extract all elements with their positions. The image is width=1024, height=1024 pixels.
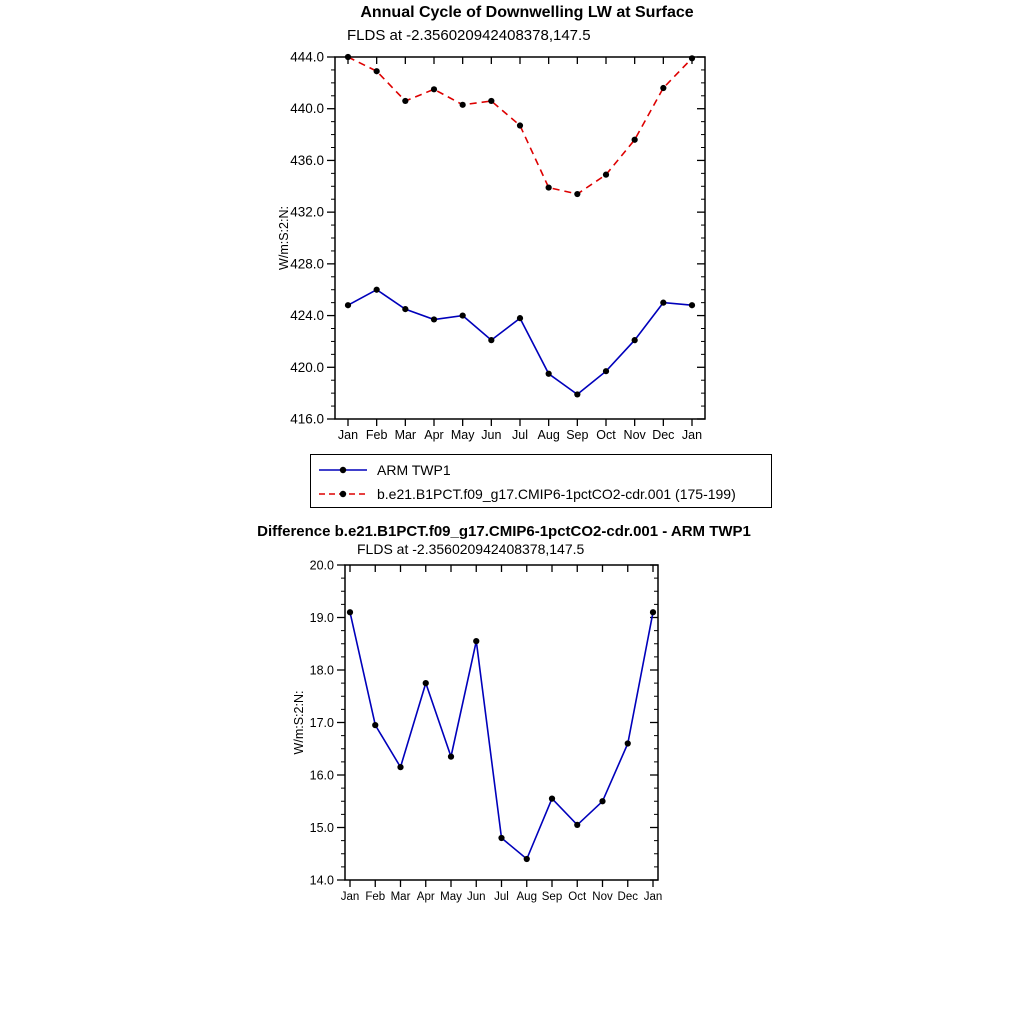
series-line bbox=[350, 612, 653, 859]
x-tick-label: Jul bbox=[494, 891, 509, 903]
data-point bbox=[603, 172, 609, 178]
data-point bbox=[660, 85, 666, 91]
y-tick-label: 424.0 bbox=[290, 308, 324, 324]
x-tick-label: Oct bbox=[596, 428, 616, 442]
x-tick-label: Apr bbox=[424, 428, 444, 442]
y-tick-label: 20.0 bbox=[309, 558, 334, 573]
data-point bbox=[431, 316, 437, 322]
y-tick-label: 440.0 bbox=[290, 101, 324, 117]
y-tick-label: 420.0 bbox=[290, 359, 324, 375]
x-tick-label: Nov bbox=[592, 891, 613, 903]
data-point bbox=[599, 798, 605, 804]
data-point bbox=[517, 315, 523, 321]
x-tick-label: Oct bbox=[568, 891, 587, 903]
x-tick-label: Mar bbox=[394, 428, 417, 442]
data-point bbox=[546, 371, 552, 377]
y-tick-label: 432.0 bbox=[290, 204, 324, 220]
data-point bbox=[689, 302, 695, 308]
y-axis-title: W/m:S:2:N: bbox=[277, 206, 291, 270]
x-tick-label: Jan bbox=[337, 428, 359, 442]
x-tick-label: Jan bbox=[681, 428, 703, 442]
x-tick-label: Dec bbox=[617, 891, 638, 903]
data-point bbox=[345, 302, 351, 308]
series-line bbox=[348, 290, 692, 395]
x-tick-label: Apr bbox=[416, 891, 435, 903]
x-tick-label: Nov bbox=[623, 428, 646, 442]
y-tick-label: 17.0 bbox=[309, 716, 334, 730]
y-tick-label: 14.0 bbox=[309, 873, 334, 888]
data-point bbox=[488, 98, 494, 104]
x-tick-label: Aug bbox=[537, 428, 560, 442]
data-point bbox=[372, 722, 378, 728]
x-tick-label: Jan bbox=[643, 891, 663, 903]
data-point bbox=[574, 191, 580, 197]
data-point bbox=[689, 55, 695, 61]
data-point bbox=[423, 680, 429, 686]
x-tick-label: Jan bbox=[340, 891, 360, 903]
dashed-line-marker-icon bbox=[317, 487, 369, 501]
data-point bbox=[498, 835, 504, 841]
top-chart-title: Annual Cycle of Downwelling LW at Surface bbox=[360, 4, 694, 21]
data-point bbox=[603, 368, 609, 374]
legend-dot bbox=[340, 467, 346, 473]
y-axis-title: W/m:S:2:N: bbox=[292, 690, 306, 755]
legend-item-model bbox=[317, 482, 771, 506]
data-point bbox=[650, 609, 656, 615]
x-tick-label: Aug bbox=[516, 891, 537, 903]
y-tick-label: 444.0 bbox=[290, 49, 324, 65]
data-point bbox=[448, 754, 454, 760]
legend-label-model: b.e21.B1PCT.f09_g17.CMIP6-1pctCO2-cdr.001 (175-199) bbox=[377, 486, 736, 502]
data-point bbox=[546, 184, 552, 190]
top-chart-subtitle: FLDS at -2.356020942408378,147.5 bbox=[347, 27, 591, 44]
x-tick-label: Feb bbox=[365, 428, 388, 442]
data-point bbox=[374, 68, 380, 74]
data-point bbox=[347, 609, 353, 615]
data-point bbox=[345, 54, 351, 60]
x-tick-label: Dec bbox=[652, 428, 675, 442]
data-point bbox=[473, 638, 479, 644]
y-tick-label: 416.0 bbox=[290, 411, 324, 427]
legend-box bbox=[310, 454, 772, 508]
solid-line-marker-icon bbox=[317, 463, 369, 477]
data-point bbox=[402, 98, 408, 104]
data-point bbox=[488, 337, 494, 343]
data-point bbox=[402, 306, 408, 312]
bottom-chart-title: Difference b.e21.B1PCT.f09_g17.CMIP6-1pctCO2-cdr.001 - ARM TWP1 bbox=[257, 523, 751, 540]
y-tick-label: 436.0 bbox=[290, 152, 324, 168]
x-tick-label: Jun bbox=[481, 428, 502, 442]
data-point bbox=[632, 337, 638, 343]
data-point bbox=[460, 312, 466, 318]
data-point bbox=[574, 822, 580, 828]
data-point bbox=[632, 137, 638, 143]
x-tick-label: Sep bbox=[541, 891, 563, 903]
x-tick-label: Jun bbox=[466, 891, 486, 903]
y-tick-label: 18.0 bbox=[309, 663, 334, 678]
legend-dot bbox=[340, 491, 346, 497]
bottom-chart-subtitle: FLDS at -2.356020942408378,147.5 bbox=[357, 541, 585, 557]
y-tick-label: 428.0 bbox=[290, 256, 324, 272]
legend-label-arm-twp1: ARM TWP1 bbox=[377, 462, 451, 478]
x-tick-label: May bbox=[440, 891, 462, 903]
data-point bbox=[625, 740, 631, 746]
data-point bbox=[374, 287, 380, 293]
data-point bbox=[460, 102, 466, 108]
data-point bbox=[517, 122, 523, 128]
data-point bbox=[431, 86, 437, 92]
y-tick-label: 16.0 bbox=[309, 768, 334, 783]
y-tick-label: 19.0 bbox=[309, 611, 334, 625]
x-tick-label: Sep bbox=[566, 428, 589, 442]
legend-item-arm-twp1 bbox=[317, 458, 771, 482]
x-tick-label: Jul bbox=[512, 428, 528, 442]
data-point bbox=[660, 300, 666, 306]
x-tick-label: May bbox=[450, 428, 475, 442]
y-tick-label: 15.0 bbox=[309, 821, 334, 835]
data-point bbox=[524, 856, 530, 862]
data-point bbox=[549, 796, 555, 802]
data-point bbox=[574, 391, 580, 397]
x-tick-label: Feb bbox=[365, 891, 386, 903]
x-tick-label: Mar bbox=[390, 891, 411, 903]
data-point bbox=[397, 764, 403, 770]
